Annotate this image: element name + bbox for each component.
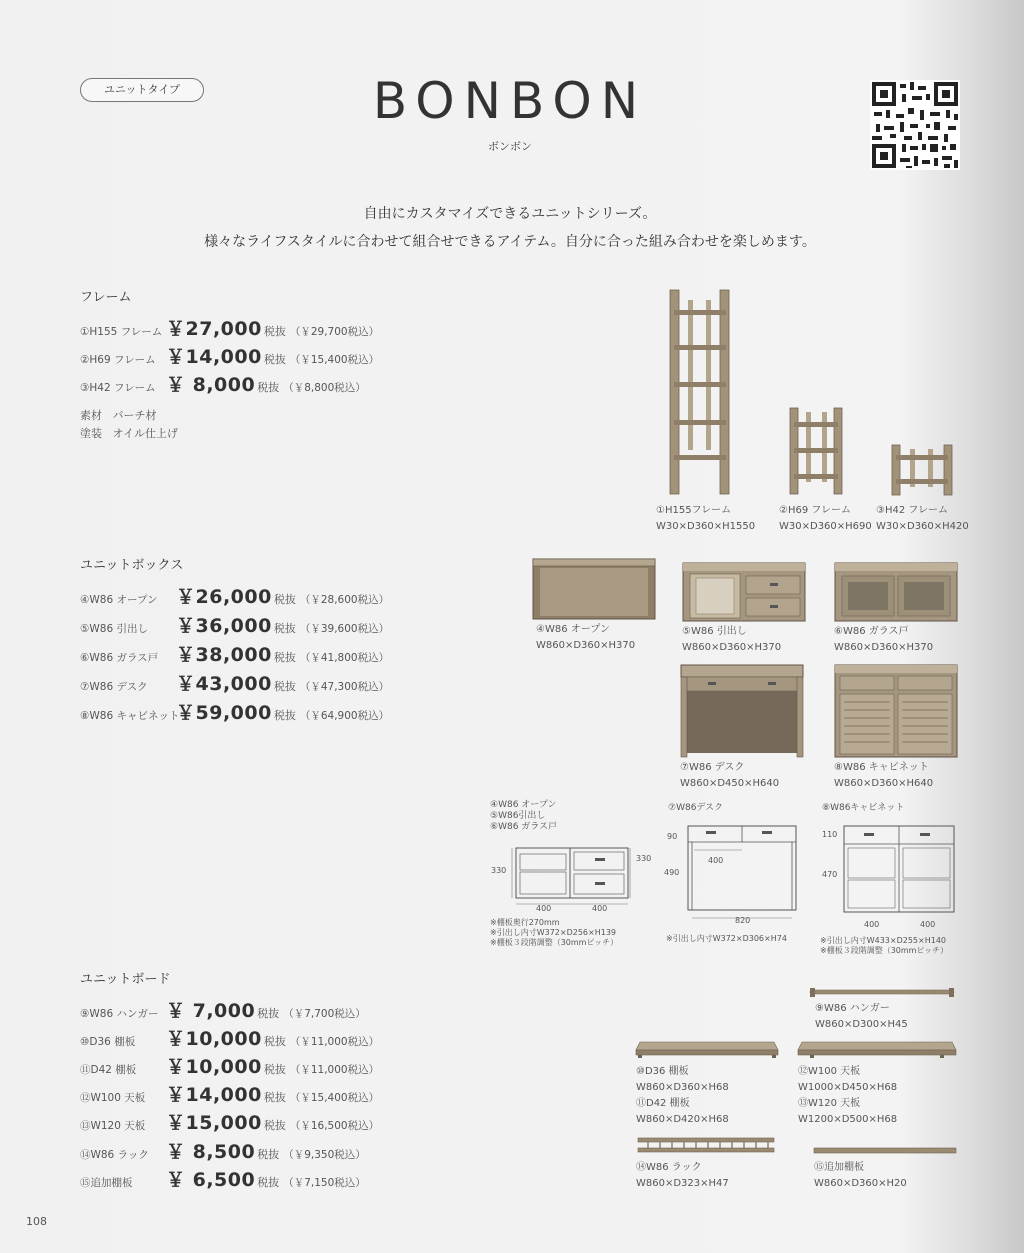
qr-code-icon[interactable] — [870, 80, 960, 170]
brand-kana: ボンボン — [488, 140, 532, 153]
shelf-board-image — [634, 1040, 780, 1060]
item-label: ⑧W86 キャビネット — [80, 710, 180, 722]
frame-caption — [779, 503, 872, 535]
tax-included-price: （￥11,000税込） — [289, 1036, 380, 1048]
tax-label: 税抜 — [273, 680, 296, 693]
board-caption — [636, 1160, 729, 1192]
finish-value: オイル仕上げ — [112, 427, 178, 440]
price-row — [80, 1080, 379, 1107]
caption-name: ②H69 フレーム — [779, 505, 851, 516]
item-label: ①H155 フレーム — [80, 326, 163, 338]
price-row — [80, 611, 389, 638]
desk-box-image — [680, 664, 804, 758]
caption-name: ①H155フレーム — [656, 505, 732, 516]
dimension-label: 400 — [708, 856, 724, 865]
tax-label: 税抜 — [273, 622, 296, 635]
diagram-1-drawing — [508, 846, 632, 908]
tax-label: 税抜 — [257, 1176, 280, 1189]
caption-name: ⑫W100 天板 — [798, 1066, 861, 1077]
diagram-note: ※引出し内寸W372×D306×H74 — [666, 934, 787, 943]
tax-label: 税抜 — [263, 1091, 286, 1104]
frame-section-title: フレーム — [80, 290, 132, 305]
item-label: ⑪D42 棚板 — [80, 1064, 137, 1076]
item-label: ⑨W86 ハンガー — [80, 1008, 159, 1020]
page-number: 108 — [26, 1215, 47, 1228]
dimension-label: 330 — [636, 854, 652, 863]
tax-included-price: （￥39,600税込） — [299, 623, 390, 635]
tax-included-price: （￥41,800税込） — [299, 652, 390, 664]
item-label: ⑩D36 棚板 — [80, 1036, 136, 1048]
item-price: ￥26,000 — [176, 586, 272, 608]
brand-title: BONBON — [372, 72, 648, 130]
price-row — [80, 669, 389, 696]
material-line — [80, 407, 157, 423]
diagram-title: ④W86 オープン — [490, 800, 557, 810]
diagram-note: ※棚板３段階調整（30mmピッチ） — [820, 946, 949, 955]
diagram-note: ※棚板３段階調整（30mmピッチ） — [490, 938, 619, 947]
item-price: ￥36,000 — [176, 615, 272, 637]
intro-line-2: 様々なライフスタイルに合わせて組合せできるアイテム。自分に合った組み合わせを楽しめます。 — [204, 234, 816, 250]
price-row — [80, 1052, 379, 1079]
caption-size: W860×D323×H47 — [636, 1178, 729, 1189]
diagram-note: ※引出し内寸W433×D255×H140 — [820, 936, 947, 945]
unit-type-tag: ユニットタイプ — [80, 78, 204, 102]
tax-label: 税抜 — [273, 593, 296, 606]
item-label: ⑦W86 デスク — [80, 681, 148, 693]
hanger-image — [808, 987, 956, 999]
dimension-label: 400 — [864, 920, 880, 929]
caption-size: W30×D360×H690 — [779, 521, 872, 532]
item-price: ￥43,000 — [176, 673, 272, 695]
intro-line-1: 自由にカスタマイズできるユニットシリーズ。 — [363, 206, 657, 222]
caption-name: ⑪D42 棚板 — [636, 1098, 690, 1109]
diagram-note: ※棚板奥行270mm — [490, 918, 560, 927]
tax-included-price: （￥11,000税込） — [289, 1064, 380, 1076]
caption-name: ⑮追加棚板 — [814, 1162, 864, 1173]
board-caption — [814, 1160, 907, 1192]
item-price: ￥59,000 — [176, 702, 272, 724]
tax-label: 税抜 — [263, 1063, 286, 1076]
price-row — [80, 342, 379, 369]
item-label: ⑥W86 ガラス戸 — [80, 652, 159, 664]
board-section-title: ユニットボード — [80, 972, 171, 987]
item-price: ￥ 8,500 — [166, 1141, 256, 1163]
tax-label: 税抜 — [263, 325, 286, 338]
caption-name: ⑤W86 引出し — [682, 626, 747, 637]
tax-label: 税抜 — [257, 1007, 280, 1020]
caption-size: W860×D360×H20 — [814, 1178, 907, 1189]
caption-size: W1200×D500×H68 — [798, 1114, 898, 1125]
diagram-3-title: ⑧W86キャビネット — [822, 803, 905, 813]
rack-image — [636, 1136, 776, 1156]
open-box-image — [532, 558, 656, 620]
box-caption — [834, 760, 933, 792]
box-caption — [682, 624, 781, 656]
caption-size: W860×D420×H68 — [636, 1114, 729, 1125]
tax-included-price: （￥7,150税込） — [283, 1177, 366, 1189]
tax-included-price: （￥15,400税込） — [289, 354, 380, 366]
caption-size: W860×D300×H45 — [815, 1019, 908, 1030]
tax-label: 税抜 — [263, 353, 286, 366]
tax-label: 税抜 — [273, 709, 296, 722]
caption-size: W30×D360×H420 — [876, 521, 969, 532]
caption-size: W860×D360×H370 — [536, 640, 636, 651]
caption-name: ⑩D36 棚板 — [636, 1066, 689, 1077]
dimension-label: 490 — [664, 868, 680, 877]
dimension-label: 330 — [491, 866, 507, 875]
item-label: ⑭W86 ラック — [80, 1149, 149, 1161]
tax-included-price: （￥16,500税込） — [289, 1120, 380, 1132]
diagram-1-titles — [490, 800, 557, 833]
price-row — [80, 1165, 366, 1192]
caption-name: ⑨W86 ハンガー — [815, 1003, 890, 1014]
box-caption — [834, 624, 933, 656]
tax-label: 税抜 — [263, 1035, 286, 1048]
drawer-box-image — [682, 562, 806, 622]
dimension-label: 470 — [822, 870, 838, 879]
material-value: バーチ材 — [112, 409, 157, 422]
item-label: ⑤W86 引出し — [80, 623, 148, 635]
diagram-1-notes — [490, 918, 618, 948]
glass-door-box-image — [834, 562, 958, 622]
tax-included-price: （￥29,700税込） — [289, 326, 380, 338]
tax-included-price: （￥15,400税込） — [289, 1092, 380, 1104]
dimension-label: 90 — [667, 832, 678, 841]
box-caption — [536, 622, 635, 654]
dimension-label: 820 — [735, 916, 751, 925]
tax-label: 税抜 — [257, 1148, 280, 1161]
board-caption — [636, 1064, 729, 1128]
price-row — [80, 640, 389, 667]
dimension-label: 400 — [920, 920, 936, 929]
price-row — [80, 314, 379, 341]
diagram-2-title: ⑦W86デスク — [668, 803, 724, 813]
h155-frame-image — [668, 290, 732, 496]
item-price: ￥10,000 — [166, 1028, 262, 1050]
board-caption — [815, 1001, 908, 1033]
diagram-2-drawing — [684, 824, 802, 924]
h42-frame-image — [890, 445, 954, 497]
frame-caption — [656, 503, 755, 535]
item-price: ￥14,000 — [166, 1084, 262, 1106]
top-board-image — [796, 1040, 958, 1060]
tax-included-price: （￥7,700税込） — [283, 1008, 366, 1020]
box-section-title: ユニットボックス — [80, 558, 184, 573]
caption-size: W30×D360×H1550 — [656, 521, 756, 532]
tax-label: 税抜 — [257, 381, 280, 394]
diagram-title: ⑤W86引出し — [490, 811, 546, 821]
caption-name: ⑭W86 ラック — [636, 1162, 702, 1173]
price-row — [80, 996, 366, 1023]
tax-included-price: （￥47,300税込） — [299, 681, 390, 693]
caption-name: ③H42 フレーム — [876, 505, 948, 516]
caption-name: ④W86 オープン — [536, 624, 610, 635]
caption-name: ⑧W86 キャビネット — [834, 762, 929, 773]
diagram-note: ※引出し内寸W372×D256×H139 — [490, 928, 617, 937]
caption-size: W860×D450×H640 — [680, 778, 780, 789]
dimension-label: 110 — [822, 830, 838, 839]
caption-size: W1000×D450×H68 — [798, 1082, 898, 1093]
item-price: ￥15,000 — [166, 1112, 262, 1134]
tax-label: 税抜 — [263, 1119, 286, 1132]
item-price: ￥14,000 — [166, 346, 262, 368]
caption-size: W860×D360×H370 — [834, 642, 934, 653]
item-price: ￥27,000 — [166, 318, 262, 340]
item-label: ⑬W120 天板 — [80, 1120, 146, 1132]
dimension-label: 400 — [592, 904, 608, 913]
item-label: ③H42 フレーム — [80, 382, 156, 394]
item-label: ⑫W100 天板 — [80, 1092, 146, 1104]
frame-caption — [876, 503, 969, 535]
price-row — [80, 1024, 379, 1051]
finish-label: 塗装 — [80, 427, 102, 440]
tax-included-price: （￥8,800税込） — [283, 382, 366, 394]
price-row — [80, 1108, 379, 1135]
item-price: ￥10,000 — [166, 1056, 262, 1078]
item-label: ⑮追加棚板 — [80, 1177, 133, 1189]
tax-label: 税抜 — [273, 651, 296, 664]
cabinet-box-image — [834, 664, 958, 758]
price-row — [80, 698, 389, 725]
extra-shelf-image — [812, 1146, 958, 1156]
diagram-3-drawing — [840, 824, 958, 920]
item-price: ￥38,000 — [176, 644, 272, 666]
tax-included-price: （￥28,600税込） — [299, 594, 390, 606]
item-price: ￥ 7,000 — [166, 1000, 256, 1022]
box-caption — [680, 760, 779, 792]
item-label: ④W86 オープン — [80, 594, 158, 606]
material-label: 素材 — [80, 409, 102, 422]
item-label: ②H69 フレーム — [80, 354, 156, 366]
tax-included-price: （￥9,350税込） — [283, 1149, 366, 1161]
tax-included-price: （￥64,900税込） — [299, 710, 390, 722]
h69-frame-image — [788, 408, 844, 496]
diagram-title: ⑥W86 ガラス戸 — [490, 822, 558, 832]
item-price: ￥ 8,000 — [166, 374, 256, 396]
diagram-3-notes — [820, 936, 948, 956]
price-row — [80, 370, 366, 397]
item-price: ￥ 6,500 — [166, 1169, 256, 1191]
caption-name: ⑬W120 天板 — [798, 1098, 861, 1109]
caption-size: W860×D360×H370 — [682, 642, 782, 653]
caption-size: W860×D360×H640 — [834, 778, 934, 789]
caption-size: W860×D360×H68 — [636, 1082, 729, 1093]
board-caption — [798, 1064, 897, 1128]
dimension-label: 400 — [536, 904, 552, 913]
price-row — [80, 582, 389, 609]
finish-line — [80, 425, 178, 441]
caption-name: ⑥W86 ガラス戸 — [834, 626, 909, 637]
price-row — [80, 1137, 366, 1164]
caption-name: ⑦W86 デスク — [680, 762, 745, 773]
